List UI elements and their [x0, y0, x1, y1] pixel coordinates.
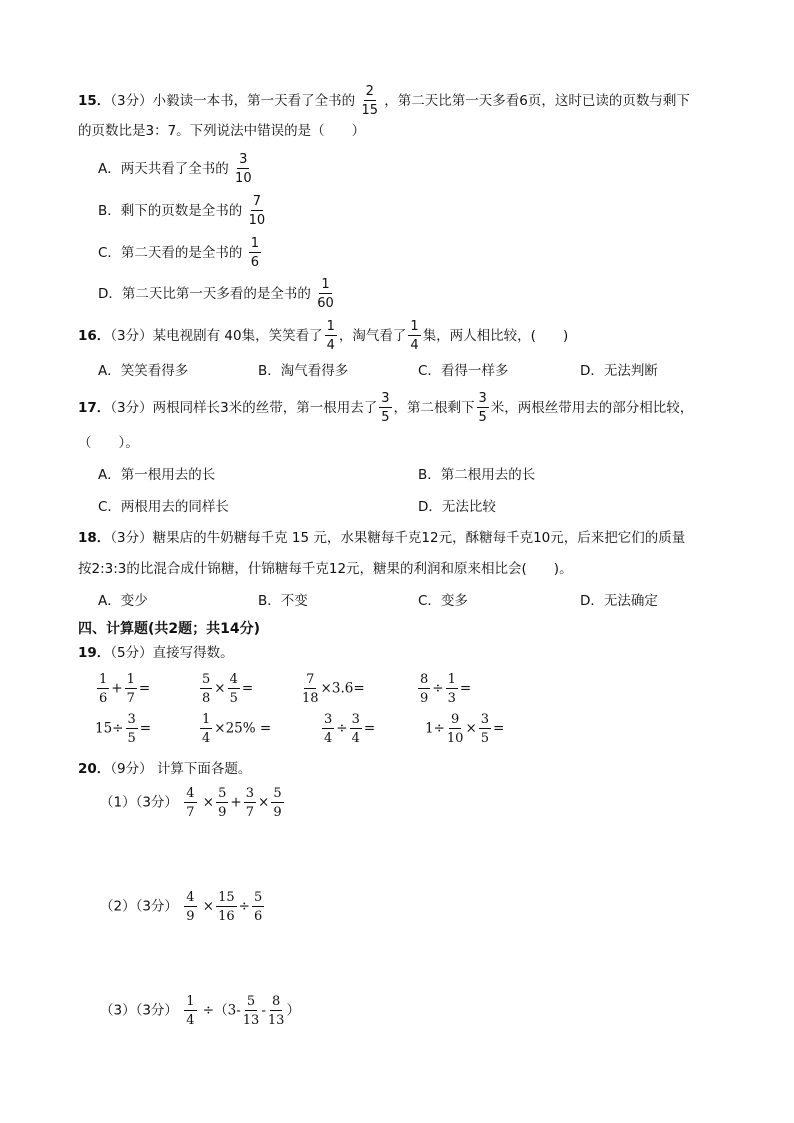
question-score: （3分） [110, 328, 153, 344]
calc-part-2: （2）（3分） $\frac{4}{9}$ × $\frac{15}{16}$ ÷ $\frac{5}{6}$ [100, 890, 263, 924]
calc-item: 15÷ $\frac{3}{5}$ = [95, 712, 152, 746]
question-number: 17． [78, 400, 111, 416]
option-b[interactable]: B．第二根用去的长 [418, 467, 536, 483]
question-score: （9分） [110, 761, 153, 777]
calc-item: $\frac{5}{8}$ × $\frac{4}{5}$ = [202, 672, 254, 706]
option-a[interactable]: A．第一根用去的长 [98, 467, 216, 483]
option-d[interactable]: D．无法比较 [418, 499, 496, 515]
question-number: 18． [78, 530, 111, 546]
calc-item: $\frac{1}{4}$ ×25% = [202, 712, 272, 746]
question-19: 19．（5分）直接写得数。 [78, 645, 234, 661]
question-20: 20．（9分） 计算下面各题。 [78, 761, 252, 777]
option-c[interactable]: C．看得一样多 [418, 363, 509, 379]
question-18-line2: 按2:3:3的比混合成什锦糖，什锦糖每千克12元，糖果的利润和原来相比会( )。 [78, 561, 573, 577]
fraction: $\frac{1}{60}$ [317, 277, 334, 311]
question-number: 15． [78, 93, 111, 109]
option-c[interactable]: C．两根用去的同样长 [98, 499, 229, 515]
calc-item: $\frac{7}{18}$ ×3.6= [302, 672, 365, 706]
question-text: 小毅读一本书，第一天看了全书的 [152, 93, 356, 109]
calc-part-1: （1）（3分） $\frac{4}{7}$ × $\frac{5}{9}$ + $\frac{3}{7}$ × $\frac{5}{9}$ [100, 786, 282, 820]
calc-item: $\frac{3}{4}$ ÷ $\frac{3}{4}$ = [324, 712, 376, 746]
option-a[interactable]: A．变少 [98, 593, 148, 609]
fraction: $\frac{2}{15}$ [361, 84, 378, 118]
option-b[interactable]: B．剩下的页数是全书的 $\frac{7}{10}$ [98, 194, 266, 228]
fraction: $\frac{3}{10}$ [235, 152, 252, 186]
question-number: 19． [78, 645, 111, 661]
question-16: 16．（3分）某电视剧有 40集，笑笑看了 $\frac{1}{4}$ ，淘气看了 $\frac{1}{4}$ 集，两人相比较，( ) [78, 319, 569, 353]
calc-item: $\frac{8}{9}$ ÷ $\frac{1}{3}$ = [420, 672, 472, 706]
option-d[interactable]: D．无法判断 [580, 363, 658, 379]
option-b[interactable]: B．淘气看得多 [258, 363, 349, 379]
question-17-line2: （ ）。 [78, 435, 139, 451]
question-score: （3分） [110, 93, 153, 109]
option-a[interactable]: A．两天共看了全书的 $\frac{3}{10}$ [98, 152, 252, 186]
option-a[interactable]: A．笑笑看得多 [98, 363, 189, 379]
option-d[interactable]: D．无法确定 [580, 593, 658, 609]
question-text: ，第二天比第一天多看6页，这时已读的页数与剩下 [384, 93, 690, 109]
question-score: （5分） [110, 645, 153, 661]
question-18-line1: 18．（3分）糖果店的牛奶糖每千克 15 元，水果糖每千克12元，酥糖每千克10元，后来把它们的质量 [78, 530, 686, 546]
option-b[interactable]: B．不变 [258, 593, 308, 609]
calc-part-3: （3）（3分） $\frac{1}{4}$ ÷（3- $\frac{5}{13}$ - $\frac{8}{13}$ ） [100, 994, 300, 1028]
fraction: $\frac{3}{5}$ [381, 391, 390, 425]
question-score: （3分） [110, 400, 153, 416]
calc-item: $\frac{1}{6}$ + $\frac{1}{7}$ = [99, 672, 151, 706]
fraction: $\frac{1}{4}$ [326, 319, 335, 353]
question-number: 16． [78, 328, 111, 344]
question-15-line2: 的页数比是3：7。下列说法中错误的是（ ） [78, 123, 366, 139]
fraction: $\frac{1}{4}$ [410, 319, 419, 353]
fraction: $\frac{1}{6}$ [250, 236, 260, 270]
option-c[interactable]: C．变多 [418, 593, 468, 609]
option-c[interactable]: C．第二天看的是全书的 $\frac{1}{6}$ [98, 236, 260, 270]
question-score: （3分） [110, 530, 153, 546]
option-d[interactable]: D．第二天比第一天多看的是全书的 $\frac{1}{60}$ [98, 277, 334, 311]
fraction: $\frac{7}{10}$ [248, 194, 266, 228]
calc-item: 1÷ $\frac{9}{10}$ × $\frac{3}{5}$ = [425, 712, 505, 746]
section-title: 四、计算题(共2题；共14分) [78, 621, 261, 637]
fraction: $\frac{3}{5}$ [478, 391, 487, 425]
question-15-line1 [78, 85, 690, 117]
question-17-line1: 17．（3分）两根同样长3米的丝带，第一根用去了 $\frac{3}{5}$ ，第二根剩下 $\frac{3}{5}$ 米，两根丝带用去的部分相比较， [78, 391, 694, 425]
question-number: 20． [78, 761, 111, 777]
